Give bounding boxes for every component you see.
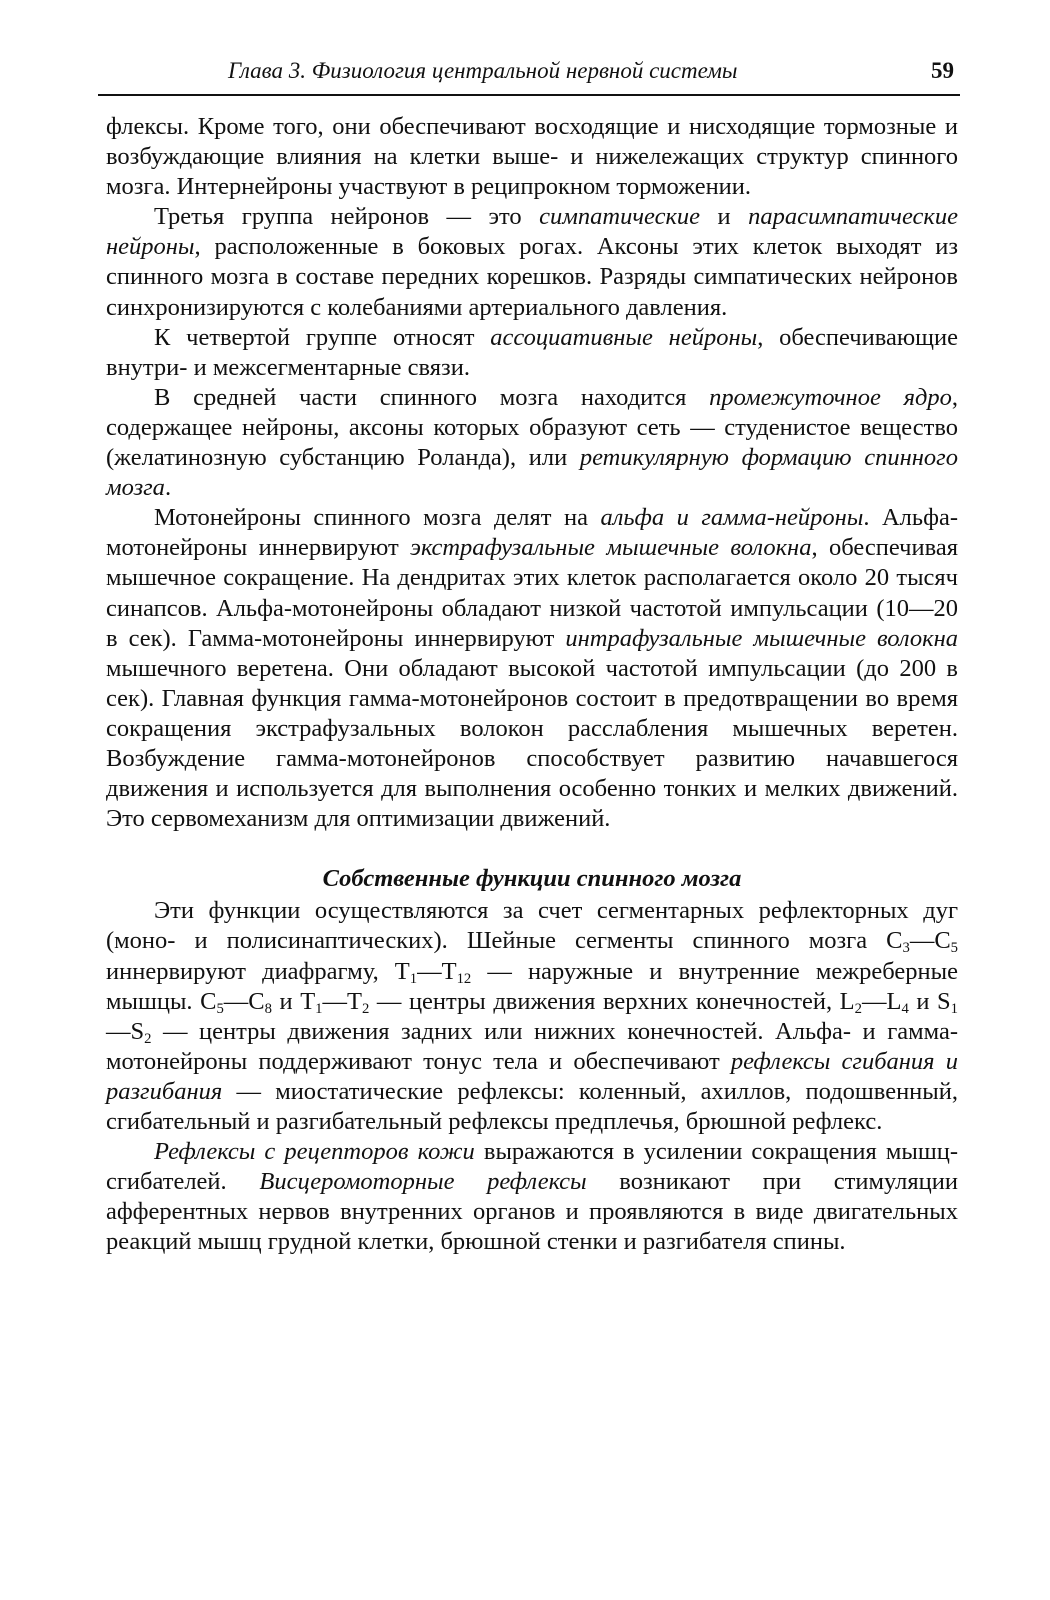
text-span: Мотонейроны спинного мозга делят на [154,504,601,532]
running-header [98,56,960,96]
italic-term: симпатические [539,203,701,231]
italic-term: парасимпатические нейроны [106,203,958,261]
subscript: 2 [144,1030,152,1047]
text-span: — миостатические рефлексы: коленный, ахиллов, подошвенный, сгибательный и разгибательный рефлексы предплечья, брюшной рефлекс. [106,1077,958,1135]
text-span: . [164,474,172,502]
text-span: В средней части спинного мозга находится [154,383,710,411]
text-span: —L [861,987,902,1015]
text-span: —Т [322,987,362,1015]
text-span: — наружные и внутренние межреберные мышцы. С [106,957,958,1015]
text-span: иннервируют диафрагму, Т [106,957,410,985]
subscript: 3 [902,940,910,957]
italic-term: Висцеромоторные рефлексы [259,1168,587,1196]
subscript: 4 [901,1000,909,1017]
text-span: К четвертой группе относят [154,323,491,351]
subscript: 12 [456,970,472,987]
text-span: и S [908,987,951,1015]
italic-term: альфа и гамма-нейроны [600,504,864,532]
subscript: 2 [361,1000,370,1017]
paragraph-7 [106,1137,958,1257]
text-span: —С [223,987,265,1015]
paragraph-6 [106,896,958,1137]
text-span: , обеспечивая мышечное сокращение. На дендритах этих клеток располагается около 20 тысяч синапсов. Альфа-мотонейроны обладают низкой частотой импульсации (10—20 в сек). Гамма-мотонейроны иннервируют [106,534,958,652]
section-heading: Собственные функции спинного мозга [322,865,742,893]
italic-term: Рефлексы с рецепторов кожи [154,1138,475,1166]
page-number: 59 [931,58,954,83]
paragraph-5 [106,503,958,834]
text-span: . Альфа-мотонейроны иннервируют [106,504,958,562]
text-span: —S [106,1017,145,1045]
italic-term: рефлексы сгибания и разгибания [106,1047,958,1105]
subscript: 5 [950,940,958,957]
paragraph-1 [106,112,958,202]
text-span: флексы. Кроме того, они обеспечивают восходящие и нисходящие тормозные и возбуждающие влияния на клетки выше- и нижележащих структур спинного мозга. Интернейроны участвуют в реципрокном торможении. [106,113,958,201]
text-span: — центры движения задних или нижних конечностей. Альфа- и гамма-мотонейроны поддерживают тонус тела и обеспечивают [106,1017,958,1075]
paragraph-4 [106,383,958,503]
italic-term: промежуточное ядро [709,383,952,411]
subscript: 5 [216,1000,224,1017]
italic-term: ретикулярную формацию спинного мозга [106,444,958,502]
italic-term: интрафузальные мышечные волокна [565,624,959,652]
text-span: — центры движения верхних конечностей, L [369,987,855,1015]
paragraph-3 [106,323,958,383]
subscript: 1 [409,970,418,987]
text-span: выражаются в усилении сокращения мышц-сгибателей. [106,1138,958,1196]
subscript: 2 [854,1000,862,1017]
text-span: и [700,203,749,231]
page-body [106,112,958,1257]
paragraph-2 [106,202,958,322]
text-span: Эти функции осуществляются за счет сегментарных рефлекторных дуг (моно- и полисинаптических). Шейные сегменты спинного мозга С [106,897,958,955]
italic-term: экстрафузальные мышечные волокна [410,534,812,562]
text-span: —Т [417,957,457,985]
subscript: 1 [315,1000,323,1017]
text-span: Третья группа нейронов — это [154,203,540,231]
chapter-title: Глава 3. Физиология центральной нервной системы [228,58,738,83]
subscript: 8 [264,1000,272,1017]
text-span: , обеспечивающие внутри- и межсегментарные связи. [106,323,958,381]
text-span: —С [909,927,951,955]
text-span: мышечного веретена. Они обладают высокой частотой импульсации (до 200 в сек). Главная функция гамма-мотонейронов состоит в предотвращении во время сокращения экстрафузальных волокон расслабления мышечных веретен. Возбуждение гамма-мотонейронов способствует развитию начавшегося движения и используется для выполнения особенно тонких и мелких движений. Это сервомеханизм для оптимизации движений. [106,654,958,833]
text-span: возникают при стимуляции афферентных нервов внутренних органов и проявляются в виде двигательных реакций мышц грудной клетки, брюшной стенки и разгибателя спины. [106,1168,958,1256]
italic-term: ассоциативные нейроны [490,323,758,351]
text-span: , расположенные в боковых рогах. Аксоны этих клеток выходят из спинного мозга в составе передних корешков. Разряды симпатических нейронов синхронизируются с колебаниями артериального давления. [106,233,958,321]
text-span: и Т [271,987,316,1015]
text-span: , содержащее нейроны, аксоны которых образуют сеть — студенистое вещество (желатинозную субстанцию Роланда), или [106,383,958,472]
subscript: 1 [950,1000,958,1017]
